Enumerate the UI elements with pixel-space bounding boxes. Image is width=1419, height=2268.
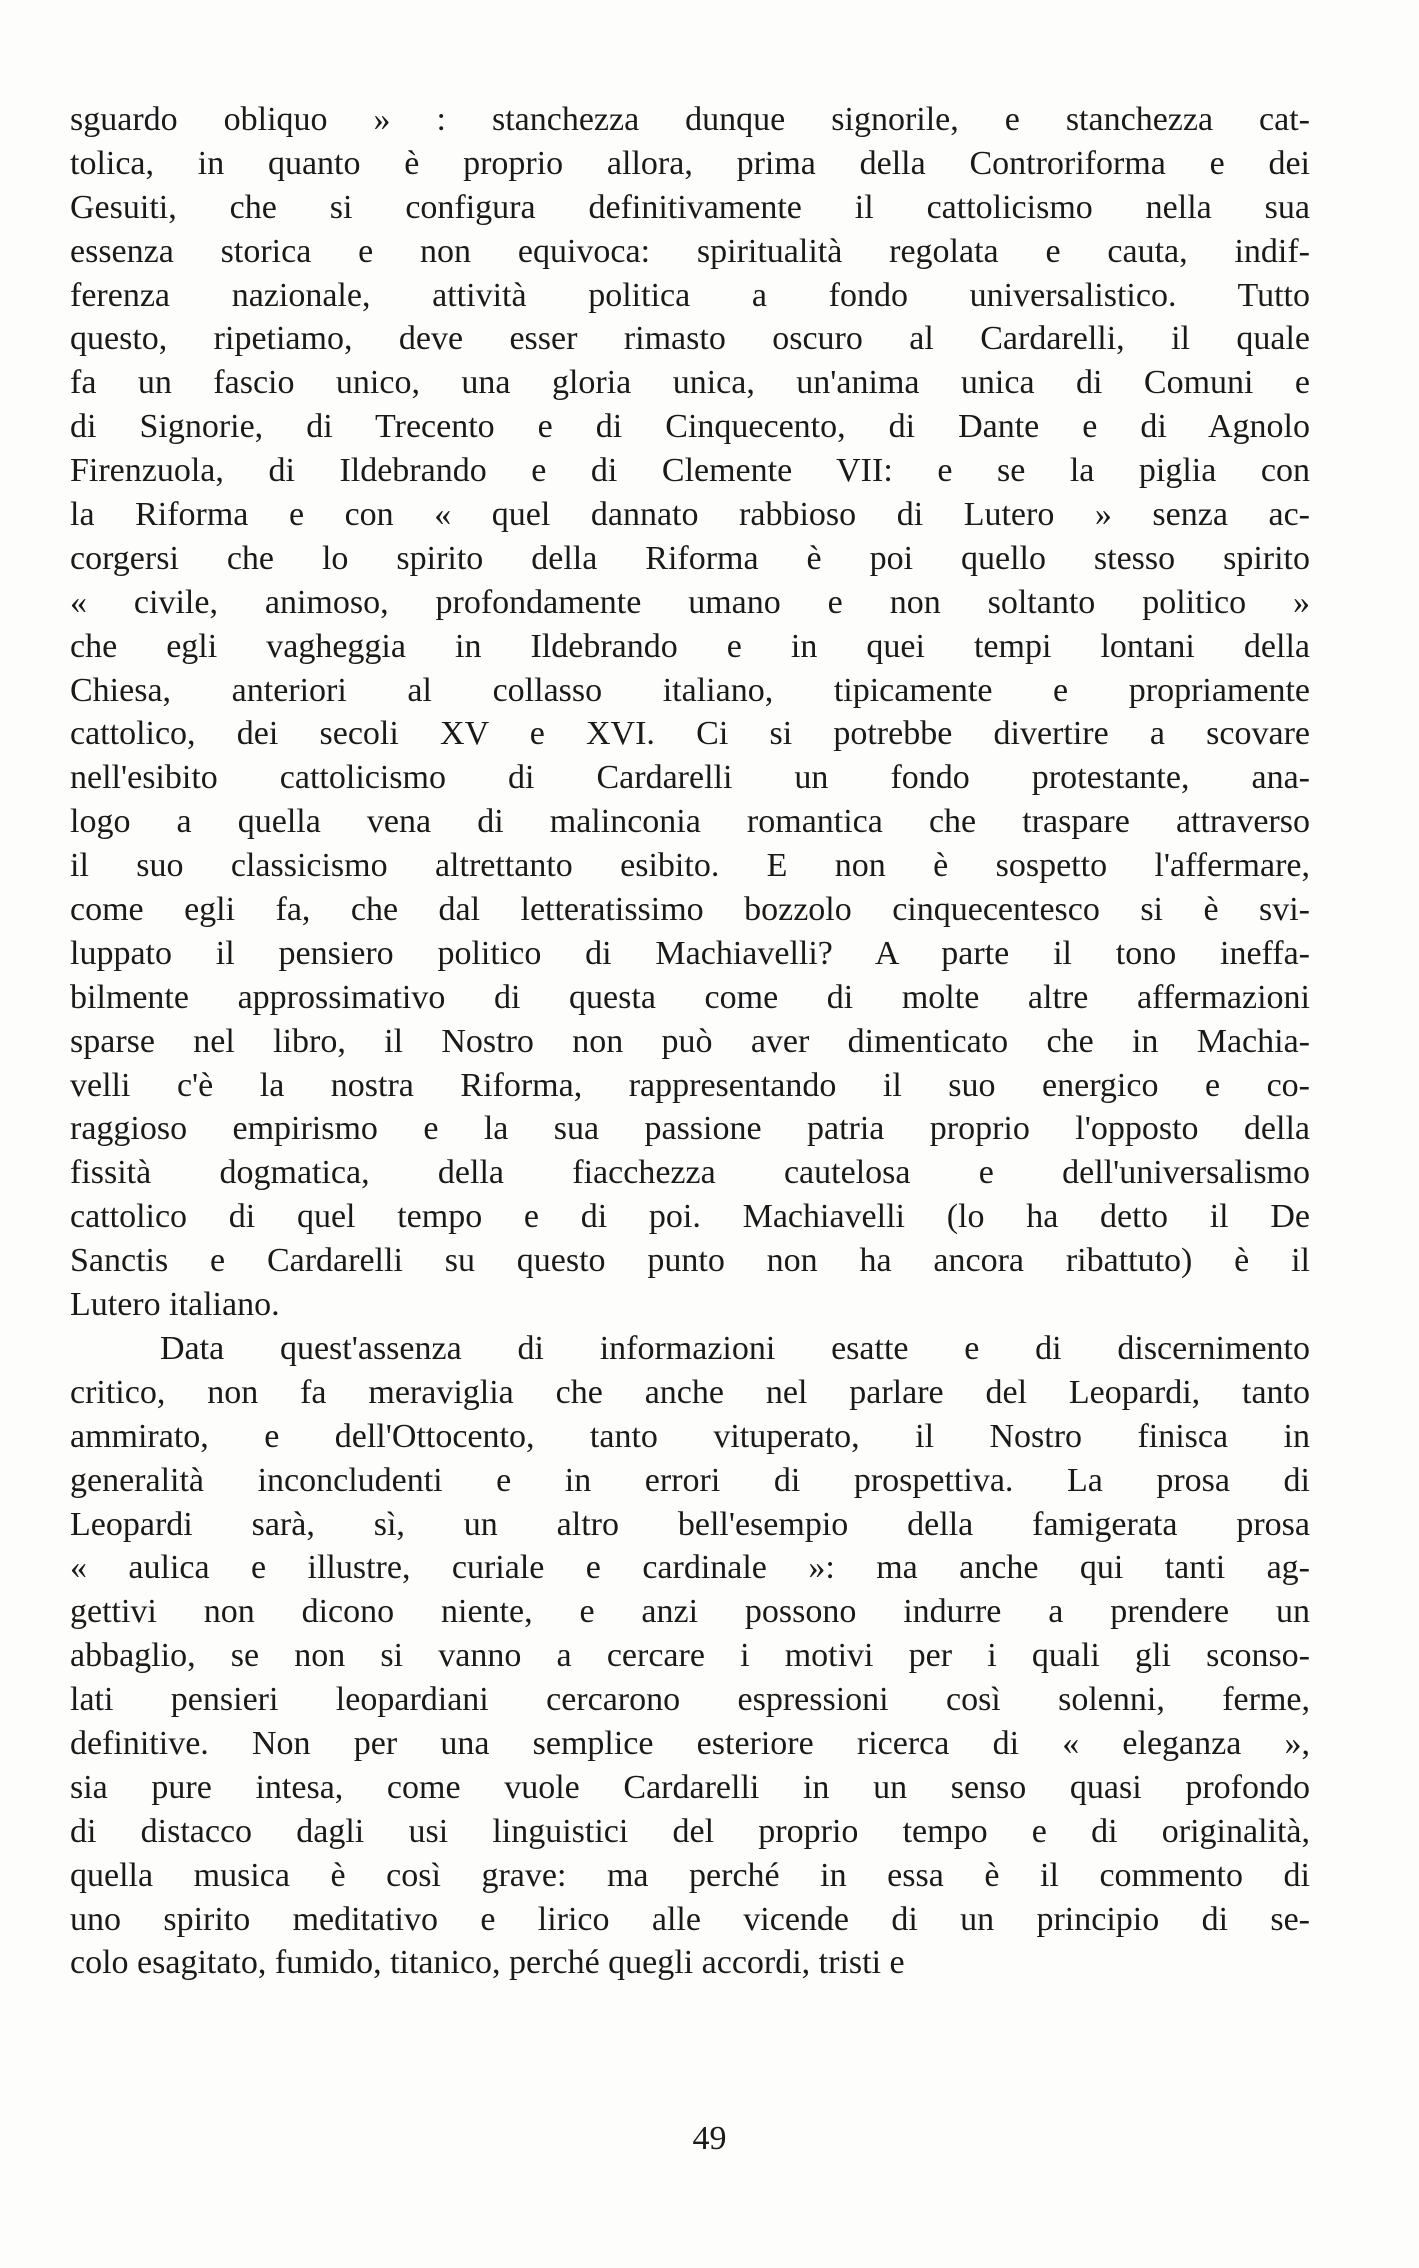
text-line: bilmente approssimativo di questa come di molte altre affermazioni	[70, 978, 1310, 1016]
text-line: gettivi non dicono niente, e anzi possono indurre a prendere un	[70, 1593, 1310, 1631]
text-line: « civile, animoso, profondamente umano e non soltanto politico »	[70, 583, 1310, 621]
text-line: colo esagitato, fumido, titanico, perché quegli accordi, tristi e	[70, 1944, 905, 1982]
text-line: Lutero italiano.	[70, 1286, 280, 1324]
text-line: Leopardi sarà, sì, un altro bell'esempio della famigerata prosa	[70, 1505, 1310, 1543]
text-line: raggioso empirismo e la sua passione patria proprio l'opposto della	[70, 1110, 1310, 1148]
text-line: sia pure intesa, come vuole Cardarelli in un senso quasi profondo	[70, 1768, 1310, 1806]
text-line: Data quest'assenza di informazioni esatte e di discernimento	[160, 1329, 1310, 1367]
page-number: 49	[692, 2120, 727, 2157]
text-line: « aulica e illustre, curiale e cardinale »: ma anche qui tanti ag-	[70, 1549, 1310, 1587]
text-line: la Riforma e con « quel dannato rabbioso di Lutero » senza ac-	[70, 496, 1310, 534]
text-line: che egli vagheggia in Ildebrando e in quei tempi lontani della	[70, 627, 1310, 665]
text-line: come egli fa, che dal letteratissimo bozzolo cinquecentesco si è svi-	[70, 891, 1310, 929]
text-line: ferenza nazionale, attività politica a fondo universalistico. Tutto	[70, 276, 1310, 314]
text-line: sparse nel libro, il Nostro non può aver dimenticato che in Machia-	[70, 1022, 1310, 1060]
text-line: corgersi che lo spirito della Riforma è poi quello stesso spirito	[70, 539, 1310, 577]
text-line: fissità dogmatica, della fiacchezza cautelosa e dell'universalismo	[70, 1154, 1310, 1192]
text-line: definitive. Non per una semplice esteriore ricerca di « eleganza »,	[70, 1724, 1310, 1762]
paragraph	[70, 1327, 1310, 1985]
text-line: lati pensieri leopardiani cercarono espressioni così solenni, ferme,	[70, 1681, 1310, 1719]
text-line: cattolico di quel tempo e di poi. Machiavelli (lo ha detto il De	[70, 1198, 1310, 1236]
text-line: questo, ripetiamo, deve esser rimasto oscuro al Cardarelli, il quale	[70, 320, 1310, 358]
text-line: uno spirito meditativo e lirico alle vicende di un principio di se-	[70, 1900, 1310, 1938]
text-line: luppato il pensiero politico di Machiavelli? A parte il tono ineffa-	[70, 934, 1310, 972]
text-line: Gesuiti, che si configura definitivamente il cattolicismo nella sua	[70, 188, 1310, 226]
text-line: fa un fascio unico, una gloria unica, un'anima unica di Comuni e	[70, 364, 1310, 402]
text-line: logo a quella vena di malinconia romantica che traspare attraverso	[70, 803, 1310, 841]
text-line: Firenzuola, di Ildebrando e di Clemente VII: e se la piglia con	[70, 452, 1310, 490]
paragraph	[70, 98, 1310, 1327]
text-line: tolica, in quanto è proprio allora, prima della Controriforma e dei	[70, 144, 1310, 182]
text-line: di distacco dagli usi linguistici del proprio tempo e di originalità,	[70, 1812, 1310, 1850]
text-line: velli c'è la nostra Riforma, rappresentando il suo energico e co-	[70, 1066, 1310, 1104]
text-line: nell'esibito cattolicismo di Cardarelli un fondo protestante, ana-	[70, 759, 1310, 797]
text-line: cattolico, dei secoli XV e XVI. Ci si potrebbe divertire a scovare	[70, 715, 1310, 753]
text-line: ammirato, e dell'Ottocento, tanto vituperato, il Nostro finisca in	[70, 1417, 1310, 1455]
text-line: il suo classicismo altrettanto esibito. E non è sospetto l'affermare,	[70, 847, 1310, 885]
text-line: critico, non fa meraviglia che anche nel parlare del Leopardi, tanto	[70, 1373, 1310, 1411]
text-line: Chiesa, anteriori al collasso italiano, tipicamente e propriamente	[70, 671, 1310, 709]
body-text	[70, 98, 1310, 1985]
text-line: abbaglio, se non si vanno a cercare i motivi per i quali gli sconso-	[70, 1637, 1310, 1675]
text-line: Sanctis e Cardarelli su questo punto non ha ancora ribattuto) è il	[70, 1242, 1310, 1280]
text-line: sguardo obliquo » : stanchezza dunque signorile, e stanchezza cat-	[70, 101, 1310, 138]
text-line: di Signorie, di Trecento e di Cinquecento, di Dante e di Agnolo	[70, 408, 1310, 446]
text-line: essenza storica e non equivoca: spiritualità regolata e cauta, indif-	[70, 232, 1310, 270]
text-line: quella musica è così grave: ma perché in essa è il commento di	[70, 1856, 1310, 1894]
text-line: generalità inconcludenti e in errori di prospettiva. La prosa di	[70, 1461, 1310, 1499]
